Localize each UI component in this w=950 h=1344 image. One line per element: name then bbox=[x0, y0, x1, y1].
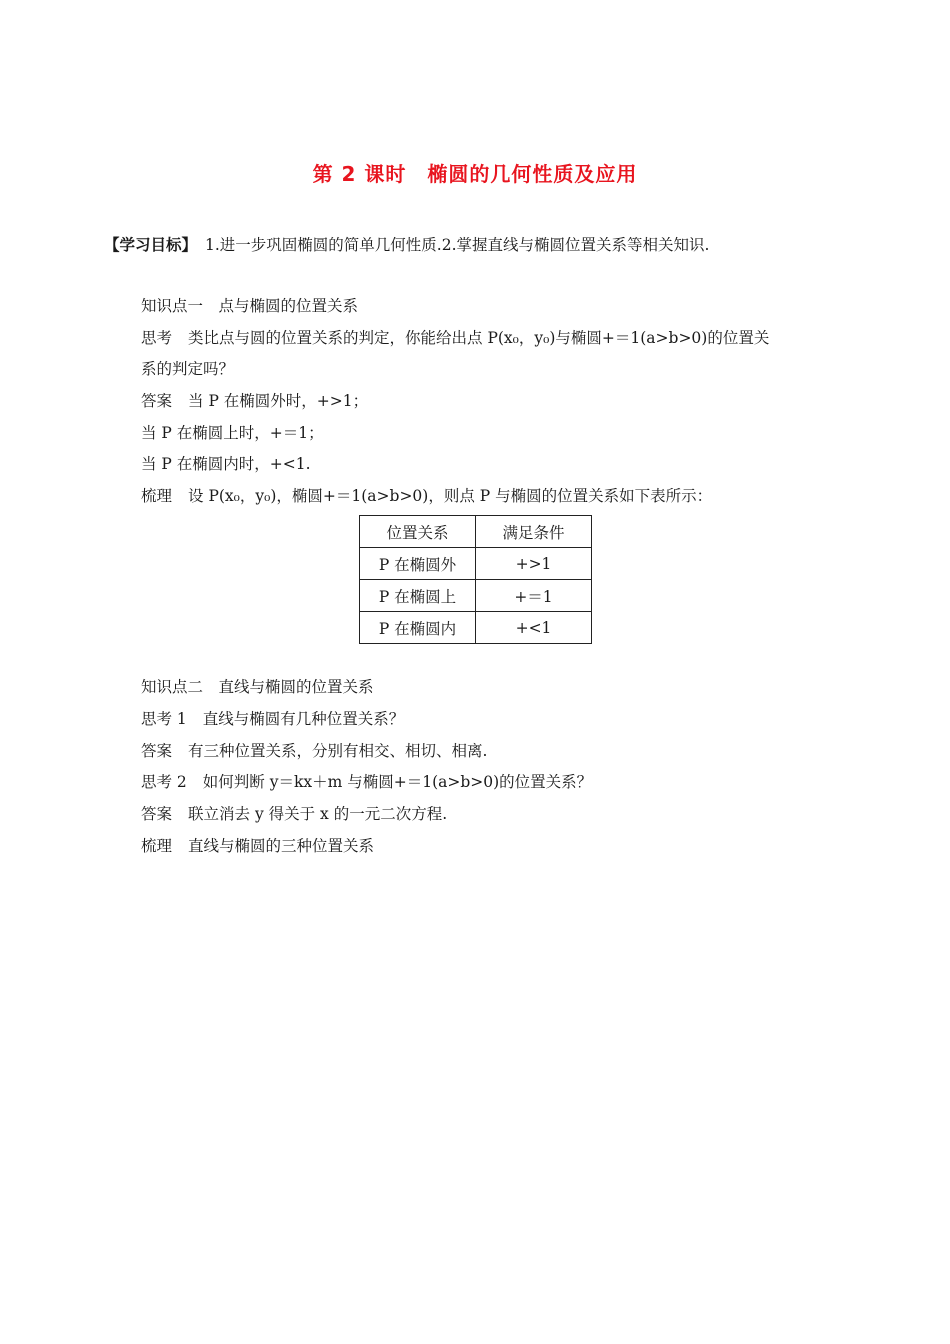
kp1-answer-label: 答案 bbox=[141, 392, 173, 410]
kp2-heading: 知识点二 直线与椭圆的位置关系 bbox=[141, 678, 374, 696]
table-row bbox=[360, 612, 592, 644]
kp1-summary-text: 设 P(x₀，y₀)，椭圆+＝1(a>b>0)，则点 P 与椭圆的位置关系如下表所示： bbox=[188, 487, 713, 505]
kp1-summary bbox=[141, 485, 712, 507]
kp2-think2-text: 如何判断 y＝kx＋m 与椭圆+＝1(a>b>0)的位置关系？ bbox=[202, 773, 593, 791]
kp1-answer-line3: 当 P 在椭圆内时，+<1. bbox=[141, 455, 311, 473]
kp2-summary-label: 梳理 bbox=[141, 837, 173, 855]
kp1-think-label: 思考 bbox=[141, 329, 173, 347]
table-cell: P 在椭圆上 bbox=[360, 580, 476, 612]
table-header-cell: 满足条件 bbox=[476, 516, 592, 548]
kp1-summary-label: 梳理 bbox=[141, 487, 173, 505]
table-cell: +<1 bbox=[476, 612, 592, 644]
table-header-cell: 位置关系 bbox=[360, 516, 476, 548]
table-row bbox=[360, 548, 592, 580]
position-table bbox=[359, 515, 592, 644]
kp1-answer-line2: 当 P 在椭圆上时，+＝1； bbox=[141, 424, 324, 442]
kp2-summary bbox=[141, 835, 374, 857]
kp1-think-cont: 系的判定吗？ bbox=[141, 360, 235, 378]
page-title: 第 2 课时 椭圆的几何性质及应用 bbox=[312, 162, 638, 186]
table-row bbox=[360, 580, 592, 612]
kp2-summary-text: 直线与椭圆的三种位置关系 bbox=[188, 837, 375, 855]
kp1-think-text: 类比点与圆的位置关系的判定，你能给出点 P(x₀，y₀)与椭圆+＝1(a>b>0)的位置关 bbox=[188, 329, 770, 347]
kp1-answer-line1: 当 P 在椭圆外时，+>1； bbox=[188, 392, 369, 410]
table-cell: +>1 bbox=[476, 548, 592, 580]
kp2-answer1-label: 答案 bbox=[141, 742, 173, 760]
kp2-think2-label: 思考 2 bbox=[141, 773, 187, 791]
kp2-think1 bbox=[141, 708, 404, 730]
kp1-heading: 知识点一 点与椭圆的位置关系 bbox=[141, 297, 359, 315]
table-header-row bbox=[360, 516, 592, 548]
kp1-think bbox=[141, 327, 769, 349]
kp2-answer2-label: 答案 bbox=[141, 805, 173, 823]
kp2-think1-text: 直线与椭圆有几种位置关系？ bbox=[202, 710, 405, 728]
table-cell: P 在椭圆外 bbox=[360, 548, 476, 580]
learning-goal bbox=[104, 234, 709, 256]
kp2-answer1 bbox=[141, 740, 487, 762]
kp2-answer2-text: 联立消去 y 得关于 x 的一元二次方程. bbox=[188, 805, 448, 823]
kp2-think2 bbox=[141, 771, 592, 793]
table-cell: +＝1 bbox=[476, 580, 592, 612]
table-cell: P 在椭圆内 bbox=[360, 612, 476, 644]
learning-goal-label: 【学习目标】 bbox=[104, 235, 198, 254]
learning-goal-text: 1.进一步巩固椭圆的简单几何性质.2.掌握直线与椭圆位置关系等相关知识. bbox=[205, 236, 710, 254]
kp1-answer bbox=[141, 390, 368, 412]
kp2-answer2 bbox=[141, 803, 447, 825]
kp2-answer1-text: 有三种位置关系，分别有相交、相切、相离. bbox=[188, 742, 488, 760]
kp2-think1-label: 思考 1 bbox=[141, 710, 187, 728]
